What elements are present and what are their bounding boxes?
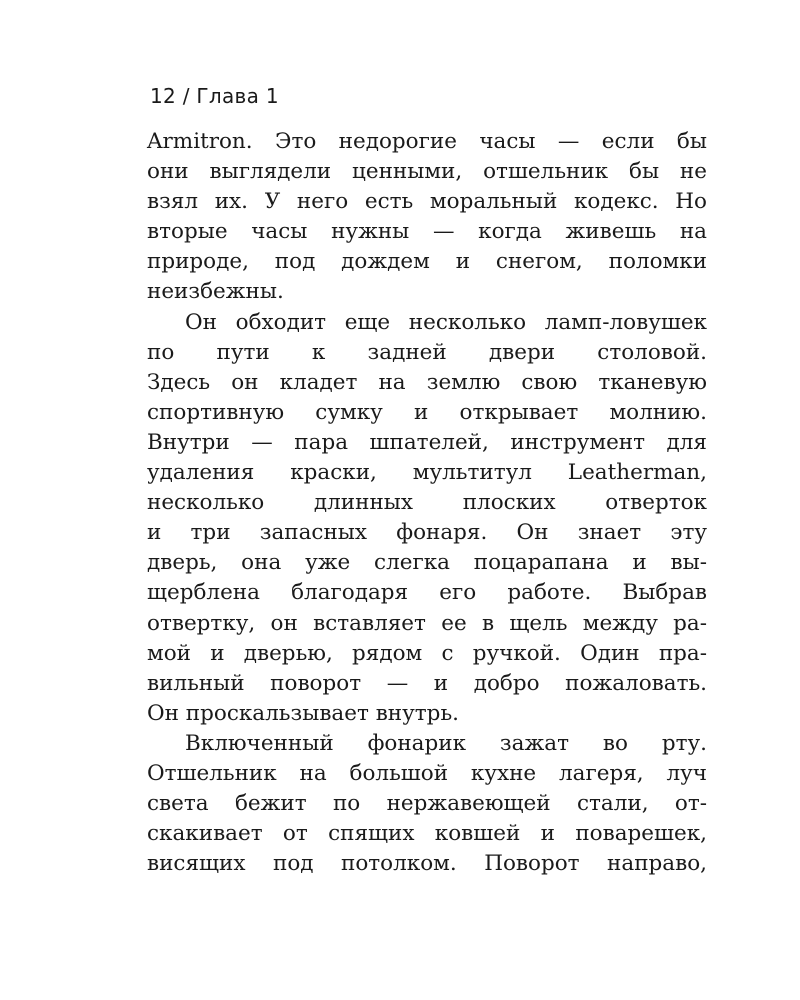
text-line: Он проскальзывает внутрь.	[147, 700, 459, 726]
text-line: вильный поворот — и добро пожаловать.	[147, 670, 707, 696]
text-line: дверь, она уже слегка поцарапана и вы-	[147, 550, 707, 576]
text-line: Он обходит еще несколько ламп-ловушек	[185, 309, 707, 335]
text-line: взял их. У него есть моральный кодекс. Но	[147, 189, 707, 215]
text-line: Внутри — пара шпателей, инструмент для	[147, 429, 707, 455]
paragraph-3	[147, 729, 707, 879]
paragraph-1	[147, 127, 707, 308]
body-text	[147, 127, 707, 879]
text-line: спортивную сумку и открывает молнию.	[147, 399, 707, 425]
text-line: отвертку, он вставляет ее в щель между ра-	[147, 610, 707, 636]
text-line: висящих под потолком. Поворот направо,	[147, 851, 707, 877]
text-line: удаления краски, мультитул Leatherman,	[147, 460, 707, 486]
text-line: несколько длинных плоских отверток	[147, 490, 707, 516]
paragraph-2	[147, 308, 707, 729]
text-line: света бежит по нержавеющей стали, от-	[147, 791, 707, 817]
text-line: они выглядели ценными, отшельник бы не	[147, 159, 707, 185]
text-line: и три запасных фонаря. Он знает эту	[147, 520, 707, 546]
text-line: Отшельник на большой кухне лагеря, луч	[147, 760, 707, 786]
text-line: вторые часы нужны — когда живешь на	[147, 219, 707, 245]
text-line: Включенный фонарик зажат во рту.	[185, 730, 707, 756]
text-line: природе, под дождем и снегом, поломки	[147, 249, 707, 275]
running-head: 12 / Глава 1	[150, 84, 279, 108]
text-line: по пути к задней двери столовой.	[147, 339, 707, 365]
text-line: Armitron. Это недорогие часы — если бы	[147, 129, 707, 154]
text-line: Здесь он кладет на землю свою тканевую	[147, 369, 707, 395]
text-line: неизбежны.	[147, 279, 284, 305]
text-line: мой и дверью, рядом с ручкой. Один пра-	[147, 640, 707, 666]
text-line: щерблена благодаря его работе. Выбрав	[147, 580, 707, 606]
text-line: скакивает от спящих ковшей и поварешек,	[147, 821, 707, 847]
